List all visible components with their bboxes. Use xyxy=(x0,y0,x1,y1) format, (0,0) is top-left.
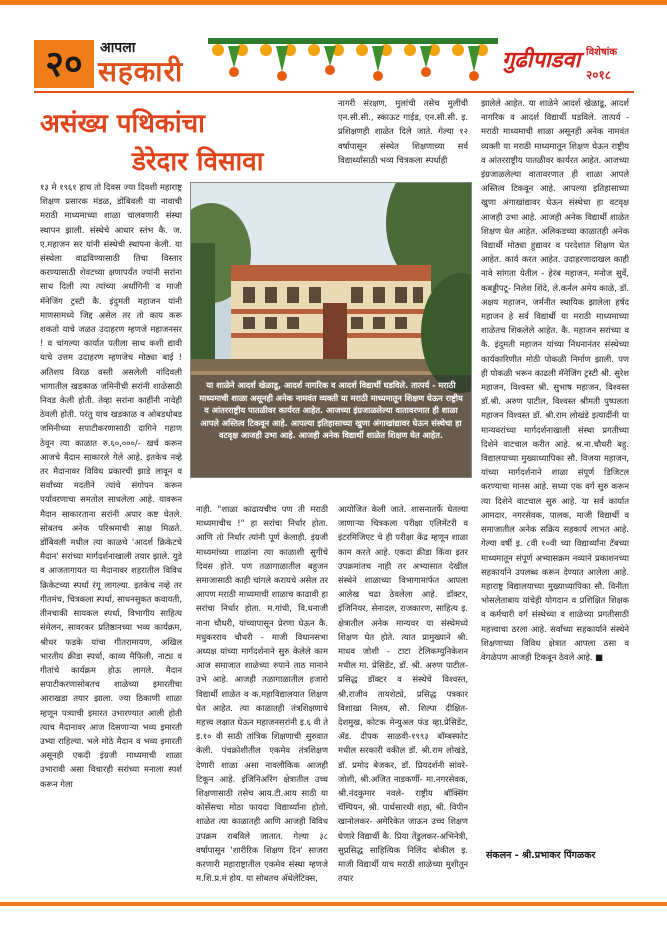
article-column-2 xyxy=(196,502,328,886)
page-number: २० xyxy=(34,40,94,88)
issue-year: २०१८ xyxy=(586,68,611,82)
article-column-3 xyxy=(338,502,468,886)
article-credit: संकलन - श्री.प्रभाकर पिंगळकर xyxy=(486,850,596,861)
magazine-subtitle: आपला xyxy=(100,40,136,56)
paragraph: आयोजित केली जाते. शासनातर्फे घेतल्या जाणाऱ्या चित्रकला परीक्षा एलिमेंटरी व इंटरमिजिएट चे ही परीक्षा केंद्र म्हणून शाळा काम करते आहे. एकदा क्रीडा किंवा इतर उपक्रमांतच नाही तर अभ्यासात देखील संस्थेने शाळाच्या विभागामार्फत आपला आलेख चढा ठेवलेला आहे. डॉक्टर, इंजिनियर, सेनादल, राजकारण, साहित्य इ. क्षेत्रातील अनेक मान्यवर या संस्थेमध्ये शिक्षण घेत होते. त्यात प्रामुख्याने श्री. माधव जोशी - टाटा टेलिकम्युनिकेशन मधील मा. प्रेसिडेंट, डॉ. श्री. अरुण पाटील- प्रसिद्ध डॉक्टर व संस्थेचे विश्वस्त, श्री.राजीव तायशेट्ये, प्रसिद्ध पत्रकार विशाखा निलय, सौ. शिल्पा दीक्षित-देशमुख, कोटक मेन्युअल फंड व्हा.प्रेसिडेंट, ॲड. दीपक साळवी-१९९३ बॉम्बस्फोट मधील सरकारी वकील डॉ. श्री.राम लोखंडे, डॉ. प्रमोद बेजकर, डॉ. प्रियदर्शनी सांवरे- जोशी, श्री.अजित नाडकर्णी- मा.नगरसेवक, श्री.नंदकुमार नवले- राष्ट्रीय बॉक्सिंग चॅम्पियन, श्री. पार्थसारथी शहा, श्री. विपीन खानोलकर- अमेरिकेत जाऊन उच्च शिक्षण घेणारे विद्यार्थी कै. प्रिया तेंडुलकर-अभिनेत्री, सुप्रसिद्ध साहित्यिक निलिंद बोकील इ. माजी विद्यार्थी याच मराठी शाळेच्या मुशीतून तयार xyxy=(338,504,468,884)
top-accent-bar xyxy=(0,0,667,5)
magazine-title: सहकारी xyxy=(98,55,184,88)
headline-line-1: असंख्य पथिकांचा xyxy=(40,109,205,139)
paragraph: झालेले आहेत. या शाळेने आदर्श खेळाडू, आदर्श नागरिक व आदर्श विद्यार्थी घडविले. तात्पर्य - मराठी माध्यमाची शाळा असूनही अनेक नामवंत व्यक्ती या मराठी माध्यमातून शिक्षण घेऊन राष्ट्रीय व आंतरराष्ट्रीय पातळीवर कार्यरत आहेत. आजच्या इंग्रजाळलेल्या वातावरणात ही शाळा आपले अस्तित्व टिकवून आहे. आपल्या इतिहासाच्या खुणा अंगाखांद्यावर घेऊन संस्थेचा हा वटवृक्ष आजही उभा आहे. आजही अनेक विद्यार्थी शाळेत शिक्षण घेत आहेत. अलिकडच्या काळातही अनेक विद्यार्थी मोठ्या हुद्यावर व परदेशात शिक्षण घेत आहेत. कार्य करत आहेत. उदाहरणादाखल काही नावे सांगता येतील - हेरंब महाजन, मनोज सुर्वे, कबड्डीपटू- निलेश शिंदे, ले.कर्नल अमेय काळे, डॉ. अक्षय महाजन, जर्मनीत स्थायिक झालेला हर्षद महाजन हे सर्व विद्यार्थी या मराठी माध्यमाच्या शाळेतच शिकलेले आहेत. कै. महाजन सरांच्या व कै. इंदुमती महाजन यांच्या निधनानंतर संस्थेच्या कार्यकारिणीत मोठी पोकळी निर्माण झाली. पण ही पोकळी भरून काढली मॅनेजिंग ट्रस्टी श्री. सुरेश महाजन, विश्वस्त श्री. सुभाष महाजन, विश्वस्त डॉ.श्री. अरुण पाटील, विश्वस्त श्रीमती पुष्पलता महाजन विश्वस्त डॉ. श्री.राम लोखंडे इत्यादींनी या मान्यवरांच्या मार्गदर्शनाखाली संस्था प्रगतीच्या दिशेने वाटचाल करीत आहे. श्र.ना.चौधरी बहु. विद्यालयाच्या मुख्याध्यापिका सौ. विजया महाजन, यांच्या मार्गदर्शनाने शाळा संपूर्ण डिजिटल करण्याचा मानस आहे. सध्या एक वर्ग सुरु करून त्या दिशेने वाटचाल सुरु आहे. या सर्व कार्यात आमदार, नगरसेवक, पालक, माजी विद्यार्थी व समाजातील अनेक सक्रिय सहकार्य लाभत आहे. गेल्या वर्षी इ. ८वी १०वी च्या विद्यार्थ्यांना टॅबच्या माध्यमातून संपूर्ण अभ्यासक्रम नव्याने प्रकाशनच्या सहकार्याने उपलब्ध करून देण्यात आलेला आहे. महाराष्ट्र विद्यालयाच्या मुख्याध्यापिका सौ. विनीता भोसलेताबाय यांचेही योगदान व प्रशिक्षित शिक्षक व कर्मचारी वर्ग संस्थेच्या व शाळेच्या प्रगतीसाठी महत्त्वाचा ठरला आहे. सर्वांच्या सहकार्याने संस्थेने शिक्षणाच्या विविध क्षेत्रात आपला ठसा व वेगळेपण आजही टिकवून ठेवले आहे. ■ xyxy=(481,98,629,662)
issue-badge xyxy=(502,40,634,86)
headline-line-2: डेरेदार विसावा xyxy=(132,147,264,177)
school-photo xyxy=(190,182,472,478)
article-column-4 xyxy=(481,96,629,856)
article-headline xyxy=(40,104,330,176)
page-header xyxy=(34,38,634,92)
paragraph: १३ मे १९६१ हाच तो दिवस ज्या दिवशी महाराष्ट्र शिक्षण प्रसारक मंडळ, डोंबिवली या नावाची मराठी माध्यमाच्या शाळा चालवणारी संस्था स्थापन झाली. संस्थेचे आधार स्तंभ कै. ज. ए.महाजन सर यांनी संस्थेची स्थापना केली. या संस्थेला वाढविण्यासाठी तिचा विस्तार करण्यासाठी शेवटच्या क्षणापर्यंत ज्यांनी सरांना साथ दिली त्या त्यांच्या अर्धांगिनी व माजी मॅनेजिंग ट्रस्टी कै. इंदुमती महाजन यांनी माणसामध्ये जिद्द असेल तर तो काय करू शकतो याचे जळत उदाहरण म्हणजे महाजनसर ! व चांगल्या कार्यात पतीला साथ कशी द्यावी याचे उत्तम उदाहरण म्हणजेच मोठ्या बाई ! अतिशय विरळ वस्ती असलेली नांदिवली भागातील खडकाळ जमिनीची सरांनी शाळेसाठी निवड केली होती. तेव्हा सरांना काहींनी नावेही ठेवली होती. परंतु याच खडकाळ व ओबडधोबड जमिनीच्या सपाटीकरणासाठी दागिने गहाण ठेवून त्या काळात रु.६०,०००/- खर्च करून आजचे मैदान साकारले गेले आहे. इतकेच नव्हे तर मैदानावर विविध प्रकारची झाडे लावून व सर्वांच्या मदतीने त्यांचे संगोपन करून पर्यावरणाचा समतोल साधलेला आहे. यावरून मैदान साकारताना सरांनी अपार कष्ट घेतले. सोबतच अनेक परिश्रमाची साक्ष मिळते. डोंबिवली मधील त्या काळचे 'आदर्श क्रिकेटचे मैदान' सरांच्या मार्गदर्शनाखाली तयार झाले. युडे व आजतागायत या मैदानावर शहरातील विविध क्रिकेटच्या स्पर्धा रंगू लागल्या. इतकेच नव्हे तर गीतमंच, चित्रकला स्पर्धा, साधनसुकत कवायती, तीनचाकी सायकल स्पर्धा, विभागीय साहित्य संमेलन, सावरकर प्रतिष्ठानच्या भव्य कार्यक्रम, श्रीधर फडके यांचा गीतरामायण, अखिल भारतीय क्रीडा स्पर्धा, काव्य मैफिली, नाट्य व गीतांचे कार्यक्रम होऊ लागले. मैदान सपाटीकरणासोबतच शाळेच्या इमारतीचा आराखडा तयार झाला. ज्या ठिकाणी शाळा म्हणून पत्र्याची इमारत उभारण्यात आली होती त्याच मैदानावर आज दिसणाऱ्या भव्य इमारती उभ्या राहिल्या. भले मोठे मैदान व भव्य इमारती असूनही एकदी इंग्रजी माध्यमाची शाळा उभारावी असा विचारही सरांच्या मनाला स्पर्श करून गेला xyxy=(40,182,182,789)
article-column-1 xyxy=(40,180,182,885)
issue-label: विशेषांक xyxy=(586,47,617,58)
marigold-garland-icon xyxy=(208,38,498,82)
photo-caption: या शाळेने आदर्श खेळाडू, आदर्श नागरिक व आदर्श विद्यार्थी घडविले. तात्पर्य - मराठी माध्यमाची शाळा असूनही अनेक नामवंत व्यक्ती या मराठी माध्यमातून शिक्षण घेऊन राष्ट्रीय व आंतरराष्ट्रीय पातळीवर कार्यरत आहेत. आजच्या इंग्रजाळलेल्या वातावरणात ही शाळा आपले अस्तित्व टिकवून आहे. आपल्या इतिहासाच्या खुणा अंगाखांद्यावर घेऊन संस्थेचा हा वटवृक्ष आजही उभा आहे. आजही अनेक विद्यार्थी शाळेत शिक्षण घेत आहेत. xyxy=(191,375,471,477)
header-divider xyxy=(34,91,634,93)
issue-name: गुढीपाडवा xyxy=(502,47,581,73)
paragraph: नाही. "शाळा काढायचीच पण ती मराठी माध्यमाचीच !" हा सरांचा निर्धार होता. आणि तो निर्धार त्यांनी पूर्ण केलाही. इंग्रजी माध्यमांच्या शाळांना त्या काळाशी सुगीचे दिवस होते. पण तळागाळातील बहुजन समाजासाठी काही चांगले करायचे असेल तर आपण मराठी माध्यमाची शाळाच काढावी हा सरांचा निर्धार होता. म.गांधी, वि.धनाजी नाना चौधरी, यांच्यापासून प्रेरणा घेऊन कै. मधुकरराव चौधरी - माजी विधानसभा अध्यक्ष यांच्या मार्गदर्शनाने सुरु केलेले काम आज समाजात शाळेच्या रुपाने ताठ मानाने उभे आहे. आजही तळागाळातील हजारो विद्यार्थी शाळेत व क.महाविद्यालयात शिक्षण घेत आहेत. त्या काळातही तंत्रशिक्षणाचे महत्त्व लक्षात घेऊन महाजनसरांनी इ.६ वी ते इ.१० वी साठी तांत्रिक शिक्षणाची सुरुवात केली. पंचक्रोशीतील एकमेव तंत्रशिक्षण देणारी शाळा असा नावलौकिक आजही टिकून आहे. इंजिनिअरिंग क्षेत्रातील उच्च शिक्षणासाठी तसेच आय.टी.आय साठी या कोर्सेसचा मोठा फायदा विद्यार्थ्यांना होतो. शाळेत त्या काळातही आणि आजही विविध उपक्रम राबविले जातात. गेल्या ३८ वर्षापासून 'शारीरिक शिक्षण दिन' साजरा करणारी महाराष्ट्रातील एकमेव संस्था म्हणजे म.शि.प्र.मं होय. या सोबतच ॲथेलेटिक्स, xyxy=(196,504,328,884)
paragraph: नागरी संरक्षण, मुलांची तसेच मुलींची एन.सी.सी., स्काऊट गाईड, एन.सी.सी. इ. प्रशिक्षणही शाळेत दिले जाते. गेल्या १२ वर्षापासून संस्थेत शिक्षणाच्या सर्व विद्यार्थ्यांसाठी भव्य चित्रकला स्पर्धाही xyxy=(338,98,468,165)
article-column-2-top xyxy=(338,96,468,178)
bottom-accent-bar xyxy=(0,902,667,906)
